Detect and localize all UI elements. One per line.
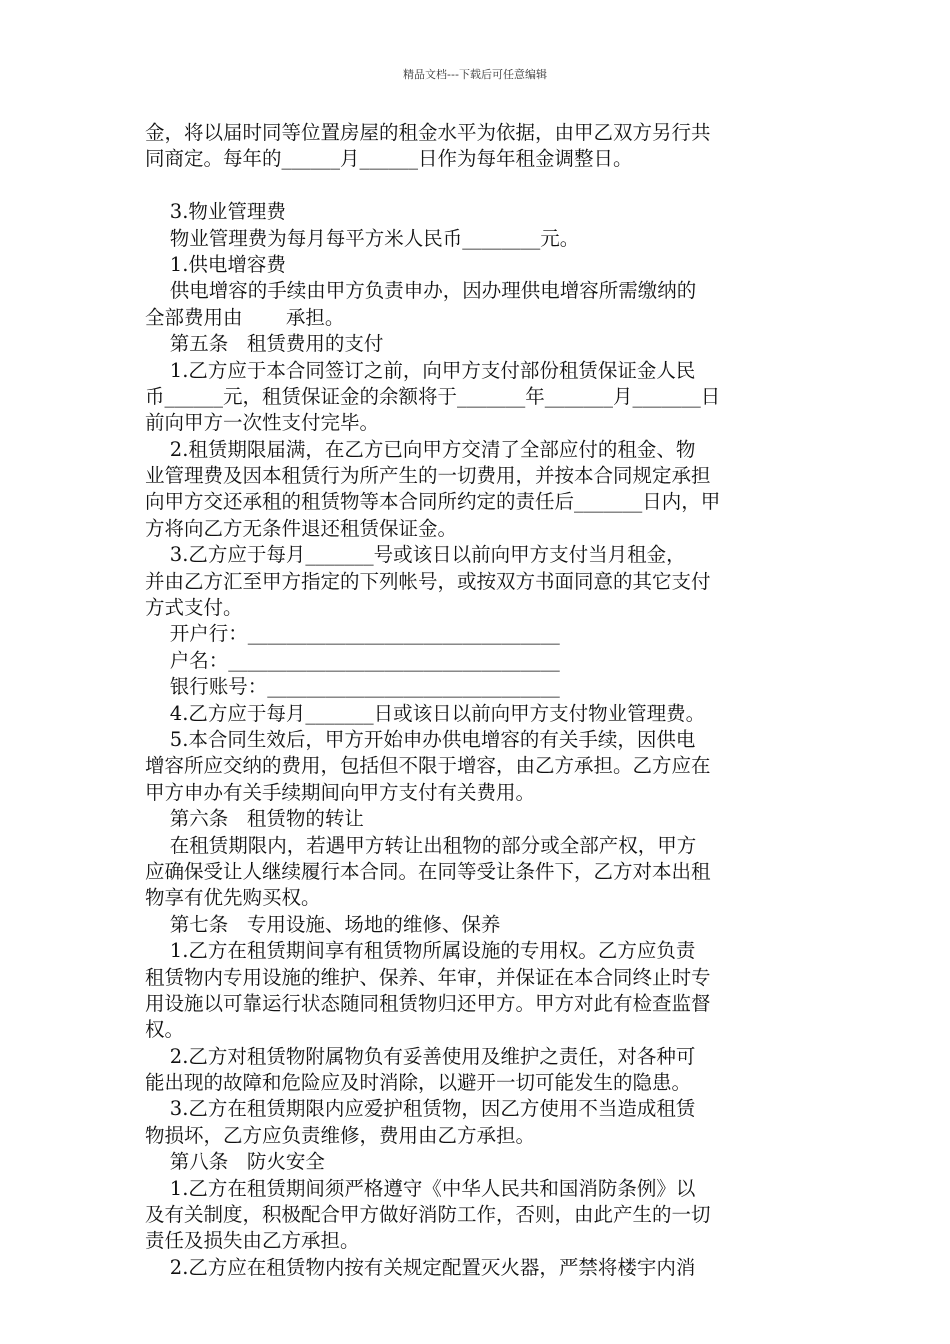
page-header: 精品文档---下载后可任意编辑: [403, 68, 547, 81]
article-heading: 第六条 租赁物的转让: [145, 807, 364, 831]
text-line: 业管理费及因本租赁行为所产生的一切费用，并按本合同规定承担: [145, 464, 711, 488]
section-heading: 1.供电增容费: [145, 252, 286, 276]
text-line: 全部费用由 承担。: [145, 305, 345, 329]
text-line: 1.乙方在租赁期间须严格遵守《中华人民共和国消防条例》以: [145, 1176, 696, 1200]
document-body: [145, 120, 807, 1281]
account-number-field-line: 银行账号：______________________________: [145, 675, 560, 699]
text-line: 3.乙方在租赁期限内应爱护租赁物，因乙方使用不当造成租赁: [145, 1097, 696, 1121]
text-line: 同商定。每年的______月______日作为每年租金调整日。: [145, 147, 633, 171]
text-line: 5.本合同生效后，甲方开始申办供电增容的有关手续，因供电: [145, 727, 696, 751]
text-line: 物享有优先购买权。: [145, 886, 321, 910]
article-heading: 第八条 防火安全: [145, 1150, 325, 1174]
text-line: 物业管理费为每月每平方米人民币________元。: [145, 226, 580, 250]
account-name-field-line: 户名：__________________________________: [145, 648, 560, 672]
article-heading: 第五条 租赁费用的支付: [145, 332, 384, 356]
text-line: 权。: [145, 1018, 185, 1042]
section-heading: 3.物业管理费: [145, 200, 286, 224]
text-line: 租赁物内专用设施的维护、保养、年审，并保证在本合同终止时专: [145, 965, 711, 989]
text-line: 2.乙方应在租赁物内按有关规定配置灭火器，严禁将楼宇内消: [145, 1255, 696, 1279]
text-line: 4.乙方应于每月_______日或该日以前向甲方支付物业管理费。: [145, 701, 706, 725]
text-line: 用设施以可靠运行状态随同租赁物归还甲方。甲方对此有检查监督: [145, 991, 711, 1015]
text-line: 供电增容的手续由甲方负责申办，因办理供电增容所需缴纳的: [145, 279, 697, 303]
text-line: 2.租赁期限届满，在乙方已向甲方交清了全部应付的租金、物: [145, 437, 696, 461]
text-line: 向甲方交还承租的租赁物等本合同所约定的责任后_______日内，甲: [145, 490, 721, 514]
text-line: 甲方申办有关手续期间向甲方支付有关费用。: [145, 780, 536, 804]
text-line: 3.乙方应于每月_______号或该日以前向甲方支付当月租金，: [145, 543, 686, 567]
text-line: 方将向乙方无条件退还租赁保证金。: [145, 516, 458, 540]
text-line: 能出现的故障和危险应及时消除，以避开一切可能发生的隐患。: [145, 1071, 692, 1095]
text-line: 物损坏，乙方应负责维修，费用由乙方承担。: [145, 1123, 536, 1147]
text-line: 在租赁期限内，若遇甲方转让出租物的部分或全部产权，甲方: [145, 833, 697, 857]
text-line: 前向甲方一次性支付完毕。: [145, 411, 380, 435]
text-line: 1.乙方应于本合同签订之前，向甲方支付部份租赁保证金人民: [145, 358, 696, 382]
text-line: 方式支付。: [145, 596, 243, 620]
text-line: 应确保受让人继续履行本合同。在同等受让条件下，乙方对本出租: [145, 859, 711, 883]
text-line: 2.乙方对租赁物附属物负有妥善使用及维护之责任，对各种可: [145, 1044, 696, 1068]
text-line: 金，将以届时同等位置房屋的租金水平为依据，由甲乙双方另行共: [145, 121, 711, 144]
text-line: 币______元，租赁保证金的余额将于_______年_______月_______日: [145, 384, 721, 408]
text-line: 并由乙方汇至甲方指定的下列帐号，或按双方书面同意的其它支付: [145, 569, 711, 593]
text-line: 及有关制度，积极配合甲方做好消防工作，否则，由此产生的一切: [145, 1203, 711, 1227]
text-line: 增容所应交纳的费用，包括但不限于增容，由乙方承担。乙方应在: [145, 754, 711, 778]
text-line: 责任及损失由乙方承担。: [145, 1229, 360, 1253]
blank-line: [145, 173, 807, 199]
article-heading: 第七条 专用设施、场地的维修、保养: [145, 912, 501, 936]
bank-field-line: 开户行：________________________________: [145, 622, 560, 646]
text-line: 1.乙方在租赁期间享有租赁物所属设施的专用权。乙方应负责: [145, 939, 696, 963]
